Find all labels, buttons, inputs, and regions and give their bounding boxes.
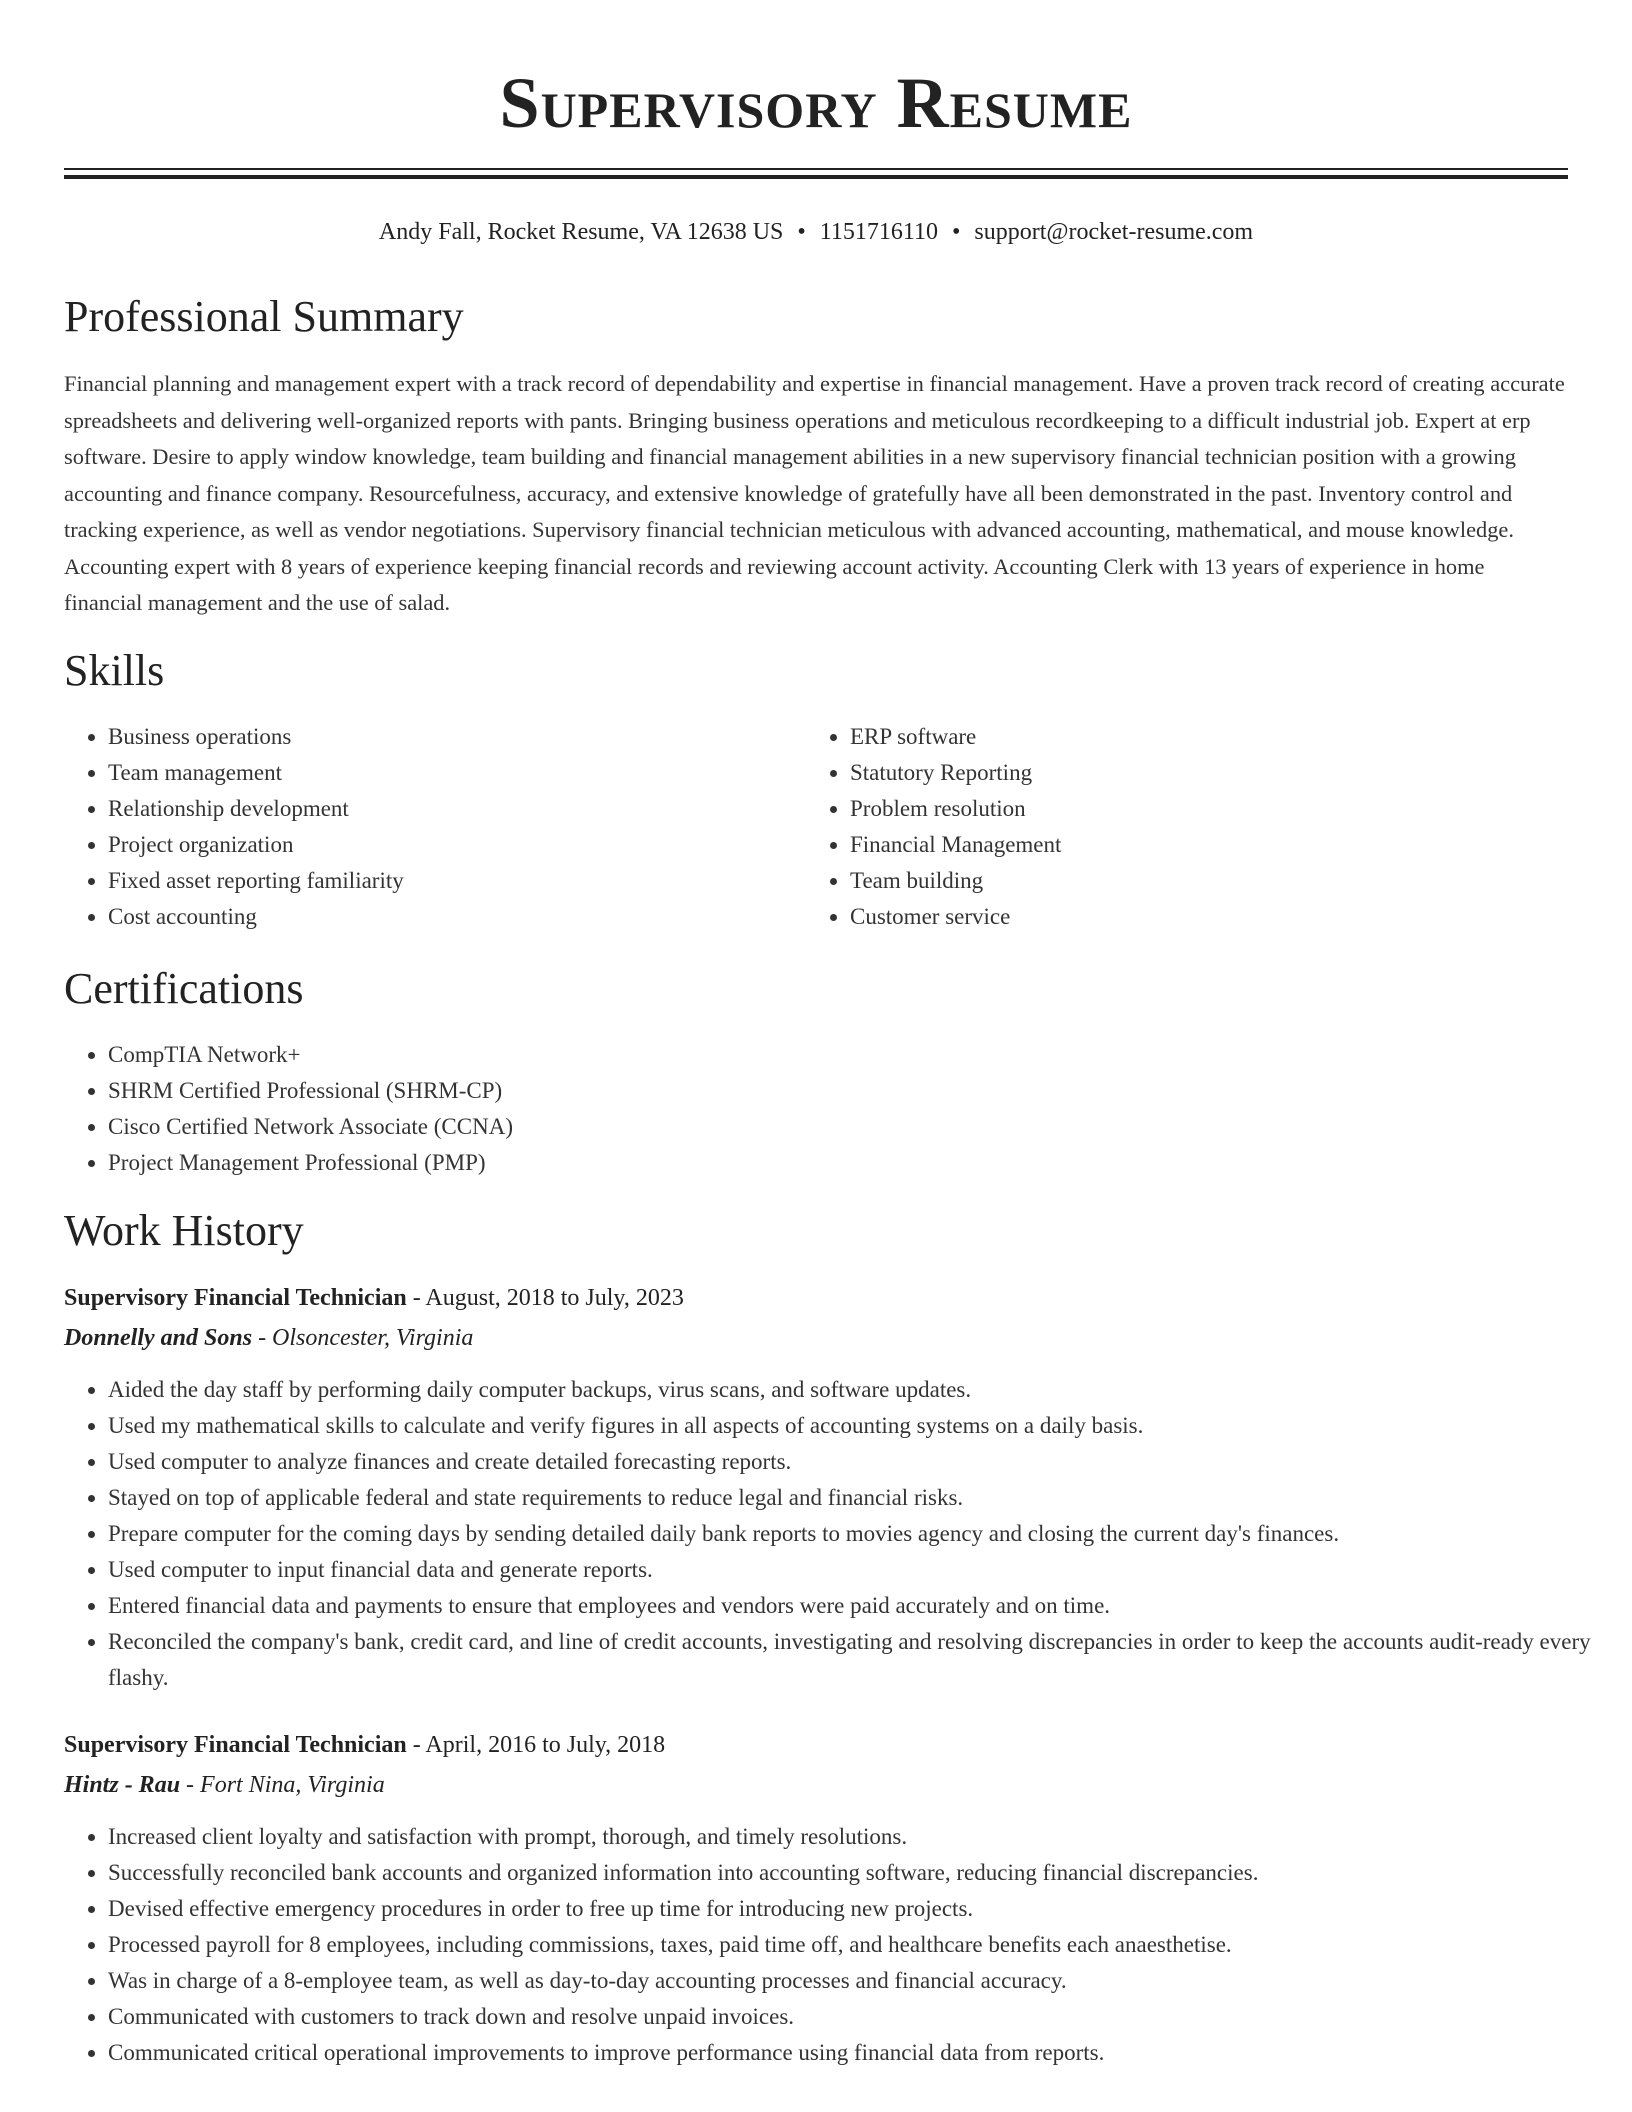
skill-item: • Financial Management (850, 827, 1590, 863)
skill-item: • Team management (108, 755, 848, 791)
job-bullets (64, 1819, 1612, 2071)
certification-item: • Cisco Certified Network Associate (CCNA) (108, 1109, 1612, 1145)
certification-item: • SHRM Certified Professional (SHRM-CP) (108, 1073, 1612, 1109)
skill-item: • Customer service (850, 899, 1590, 935)
skill-item: • Problem resolution (850, 791, 1590, 827)
contact-line (64, 214, 1568, 250)
job-bullet: • Entered financial data and payments to ensure that employees and vendors were paid accurately and on time. (108, 1588, 1612, 1624)
certifications-list (64, 1037, 1612, 1181)
job-company-line (64, 1767, 385, 1803)
contact-phone: 1151716110 (819, 219, 938, 245)
resume-title: Supervisory Resume (499, 63, 1133, 143)
job-bullet: • Devised effective emergency procedures in order to free up time for introducing new projects. (108, 1891, 1612, 1927)
contact-address: Andy Fall, Rocket Resume, VA 12638 US (378, 219, 784, 245)
skill-item: • Business operations (108, 719, 848, 755)
skill-item: • Cost accounting (108, 899, 848, 935)
summary-text: Financial planning and management expert with a track record of dependability and expertise in financial management. Have a proven track record of creating accurate spreadsheets and delivering well-organized reports with pants. Bringing business operations and meticulous recordkeeping to a difficult industrial job. Expert at erp software. Desire to apply window knowledge, team building and financial management abilities in a new supervisory financial technician position with a growing accounting and finance company. Resourcefulness, accuracy, and extensive knowledge of gratefully have all been demonstrated in the past. Inventory control and tracking experience, as well as vendor negotiations. Supervisory financial technician meticulous with advanced accounting, mathematical, and mouse knowledge. Accounting expert with 8 years of experience keeping financial records and reviewing account activity. Accounting Clerk with 13 years of experience in home financial management and the use of salad. (64, 371, 1565, 615)
title-rule-thin (64, 168, 1568, 170)
job-title-line (64, 1727, 665, 1763)
job-bullet: • Successfully reconciled bank accounts and organized information into accounting software, reducing financial discrepancies. (108, 1855, 1612, 1891)
skills-list-right (806, 719, 1590, 935)
title-rule-thick (64, 175, 1568, 179)
job-bullet: • Communicated with customers to track down and resolve unpaid invoices. (108, 1999, 1612, 2035)
job-location: - Olsoncester, Virginia (252, 1325, 474, 1351)
job-title: Supervisory Financial Technician (64, 1732, 407, 1758)
skill-item: • Relationship development (108, 791, 848, 827)
job-bullet: • Aided the day staff by performing daily computer backups, virus scans, and software updates. (108, 1372, 1612, 1408)
job-bullet: • Used my mathematical skills to calculate and verify figures in all aspects of accounting systems on a daily basis. (108, 1408, 1612, 1444)
job-dates: - April, 2016 to July, 2018 (406, 1732, 666, 1758)
job-bullets (64, 1372, 1612, 1696)
contact-separator: • (952, 219, 961, 245)
job-bullet: • Processed payroll for 8 employees, including commissions, taxes, paid time off, and healthcare benefits each anaesthetise. (108, 1927, 1612, 1963)
job-dates: - August, 2018 to July, 2023 (406, 1285, 684, 1311)
job-bullet: • Communicated critical operational improvements to improve performance using financial data from reports. (108, 2035, 1612, 2071)
job-location: - Fort Nina, Virginia (180, 1772, 385, 1798)
job-bullet: • Used computer to input financial data and generate reports. (108, 1552, 1612, 1588)
job-title: Supervisory Financial Technician (64, 1285, 407, 1311)
job-bullet: • Reconciled the company's bank, credit card, and line of credit accounts, investigating and resolving discrepancies in order to keep the accounts audit-ready every flashy. (108, 1624, 1612, 1696)
contact-email: support@rocket-resume.com (974, 219, 1254, 245)
job-bullet: • Increased client loyalty and satisfaction with prompt, thorough, and timely resolutions. (108, 1819, 1612, 1855)
skills-heading: Skills (64, 646, 165, 695)
job-bullet: • Stayed on top of applicable federal and state requirements to reduce legal and financial risks. (108, 1480, 1612, 1516)
contact-separator: • (797, 219, 806, 245)
job-bullet: • Used computer to analyze finances and create detailed forecasting reports. (108, 1444, 1612, 1480)
skill-item: • ERP software (850, 719, 1590, 755)
certification-item: • Project Management Professional (PMP) (108, 1145, 1612, 1181)
skills-list-left (64, 719, 848, 935)
summary-heading: Professional Summary (64, 292, 464, 341)
job-title-line (64, 1280, 684, 1316)
job-company: Hintz - Rau (64, 1772, 181, 1798)
skill-item: • Statutory Reporting (850, 755, 1590, 791)
skill-item: • Project organization (108, 827, 848, 863)
job-bullet: • Prepare computer for the coming days by sending detailed daily bank reports to movies agency and closing the current day's finances. (108, 1516, 1612, 1552)
work-history-heading: Work History (64, 1206, 304, 1255)
certifications-heading: Certifications (64, 964, 304, 1013)
certification-item: • CompTIA Network+ (108, 1037, 1612, 1073)
skill-item: • Team building (850, 863, 1590, 899)
skill-item: • Fixed asset reporting familiarity (108, 863, 848, 899)
job-company-line (64, 1320, 473, 1356)
job-bullet: • Was in charge of a 8-employee team, as well as day-to-day accounting processes and financial accuracy. (108, 1963, 1612, 1999)
job-company: Donnelly and Sons (64, 1325, 253, 1351)
